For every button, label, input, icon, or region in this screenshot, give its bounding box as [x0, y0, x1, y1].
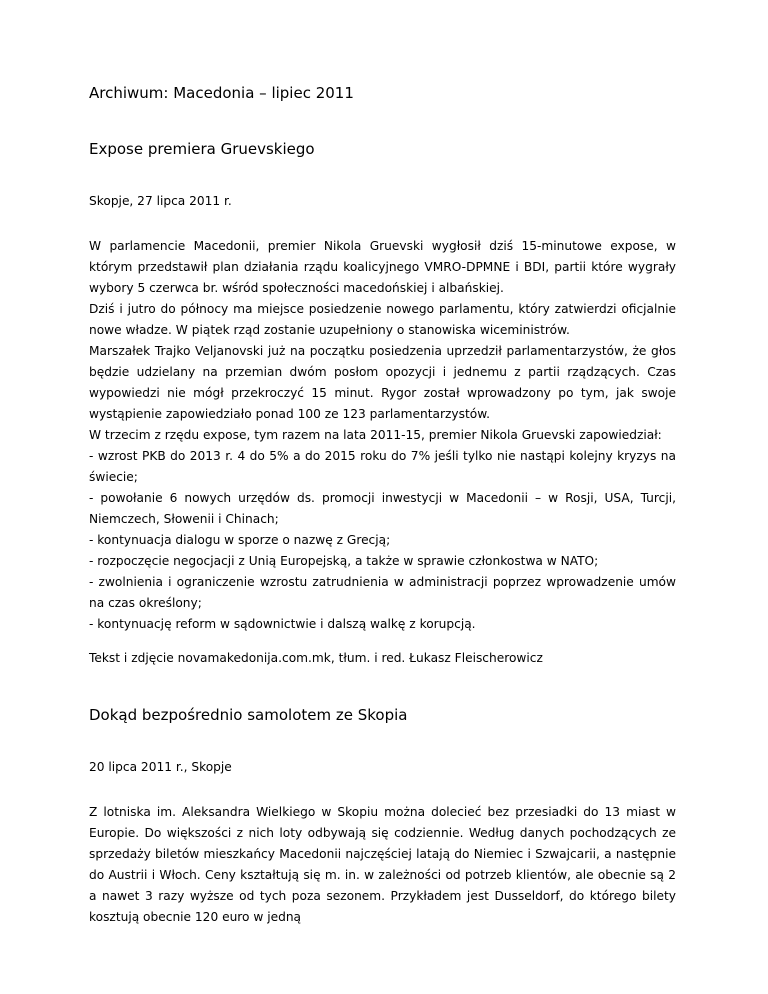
article-1-title: Expose premiera Gruevskiego [89, 140, 315, 158]
article-1-body [89, 236, 676, 635]
article-1-list-item: - rozpoczęcie negocjacji z Unią Europejską, a także w sprawie członkostwa w NATO; [89, 554, 599, 568]
article-1-paragraph: W trzecim z rzędu expose, tym razem na lata 2011-15, premier Nikola Gruevski zapowiedział: [89, 428, 662, 442]
article-1-list-item: - powołanie 6 nowych urzędów ds. promocji inwestycji w Macedonii – w Rosji, USA, Turcji, Niemczech, Słowenii i Chinach; [89, 491, 676, 526]
article-2-paragraph: Z lotniska im. Aleksandra Wielkiego w Skopiu można dolecieć bez przesiadki do 13 miast w Europie. Do większości z nich loty odbywają się codziennie. Według danych pochodzących ze sprzedaży biletów mieszkańcy Macedonii najczęściej latają do Niemiec i Szwajcarii, a następnie do Austrii i Włoch. Ceny kształtują się m. in. w zależności od potrzeb klientów, ale obecnie są 2 a nawet 3 razy wyższe od tych poza sezonem. Przykładem jest Dusseldorf, do którego bilety kosztują obecnie 120 euro w jedną [89, 805, 676, 924]
article-2-title: Dokąd bezpośrednio samolotem ze Skopia [89, 706, 408, 724]
article-1-credit: Tekst i zdjęcie novamakedonija.com.mk, tłum. i red. Łukasz Fleischerowicz [89, 651, 543, 665]
article-1-list-item: - wzrost PKB do 2013 r. 4 do 5% a do 2015 roku do 7% jeśli tylko nie nastąpi kolejny kryzys na świecie; [89, 449, 676, 484]
article-1-list-item: - zwolnienia i ograniczenie wzrostu zatrudnienia w administracji poprzez wprowadzenie umów na czas określony; [89, 575, 676, 610]
article-1-paragraph: Dziś i jutro do północy ma miejsce posiedzenie nowego parlamentu, który zatwierdzi oficjalnie nowe władze. W piątek rząd zostanie uzupełniony o stanowiska wiceministrów. [89, 302, 676, 337]
article-2-body [89, 802, 676, 928]
article-1-list-item: - kontynuację reform w sądownictwie i dalszą walkę z korupcją. [89, 617, 476, 631]
article-2-dateline: 20 lipca 2011 r., Skopje [89, 760, 232, 774]
article-1-paragraph: Marszałek Trajko Veljanovski już na początku posiedzenia uprzedził parlamentarzystów, że głos będzie udzielany na przemian dwóm posłom opozycji i jednemu z partii rządzących. Czas wypowiedzi nie mógł przekroczyć 15 minut. Rygor został wprowadzony po tym, jak swoje wystąpienie zapowiedziało ponad 100 ze 123 parlamentarzystów. [89, 344, 676, 421]
article-1-list-item: - kontynuacja dialogu w sporze o nazwę z Grecją; [89, 533, 391, 547]
archive-title: Archiwum: Macedonia – lipiec 2011 [89, 84, 354, 102]
article-1-dateline: Skopje, 27 lipca 2011 r. [89, 194, 232, 208]
article-1-paragraph: W parlamencie Macedonii, premier Nikola Gruevski wygłosił dziś 15-minutowe expose, w którym przedstawił plan działania rządu koalicyjnego VMRO-DPMNE i BDI, partii które wygrały wybory 5 czerwca br. wśród społeczności macedońskiej i albańskiej. [89, 239, 676, 295]
